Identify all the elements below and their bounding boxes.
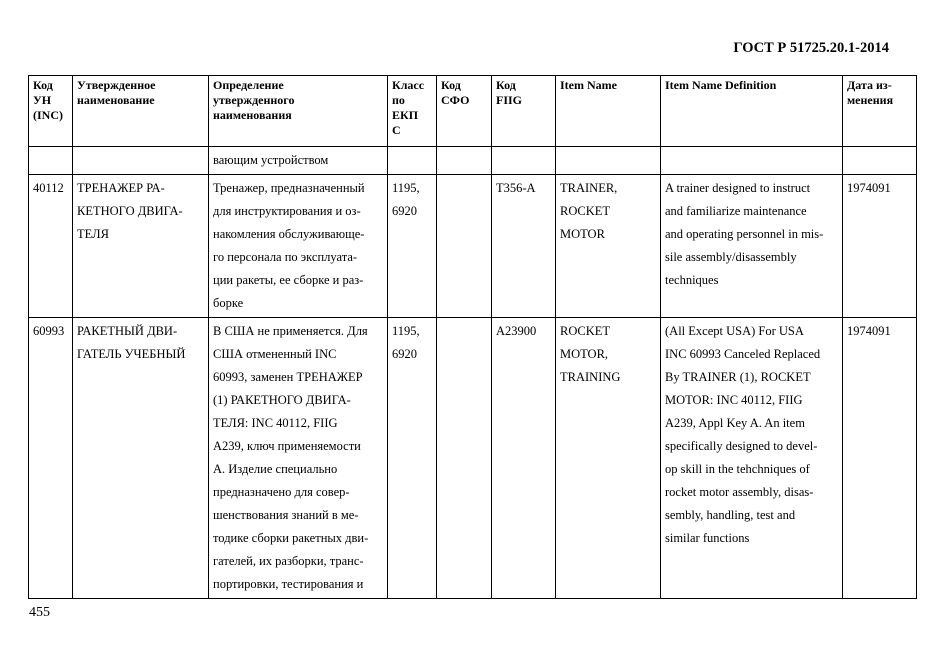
cell-date: 1974091 (843, 175, 917, 318)
cell (843, 147, 917, 175)
cell-sfo (437, 318, 492, 599)
col-header-inc: Код УН (INC) (29, 76, 73, 147)
cell (492, 147, 556, 175)
cell-fiig: A23900 (492, 318, 556, 599)
cell (29, 147, 73, 175)
cell (388, 147, 437, 175)
col-header-sfo: Код СФО (437, 76, 492, 147)
cell-class: 1195, 6920 (388, 175, 437, 318)
col-header-item-name: Item Name (556, 76, 661, 147)
col-header-definition: Определение утвержденного наименования (209, 76, 388, 147)
continuation-text: вающим устройством (209, 147, 388, 175)
cell (437, 147, 492, 175)
cell-date: 1974091 (843, 318, 917, 599)
cell-approved-name: ТРЕНАЖЕР РА- КЕТНОГО ДВИГА- ТЕЛЯ (73, 175, 209, 318)
col-header-class: Класс по ЕКП С (388, 76, 437, 147)
continuation-row (29, 147, 917, 175)
cell-item-definition: A trainer designed to instruct and familiarize maintenance and operating personnel in mis- sile assembly/disassembly techniques (661, 175, 843, 318)
cell-fiig: T356-A (492, 175, 556, 318)
cell (661, 147, 843, 175)
cell-item-name: ROCKET MOTOR, TRAINING (556, 318, 661, 599)
catalog-table (28, 75, 917, 599)
page-number: 455 (29, 605, 50, 620)
cell-item-definition: (All Except USA) For USA INC 60993 Canceled Replaced By TRAINER (1), ROCKET MOTOR: INC 40112, FIIG A239, Appl Key A. An item specifically designed to devel- op skill in the tehchniques of rocket motor assembly, disas- sembly, handling, test and similar functions (661, 318, 843, 599)
cell-inc: 60993 (29, 318, 73, 599)
cell (73, 147, 209, 175)
col-header-date: Дата из- менения (843, 76, 917, 147)
cell-sfo (437, 175, 492, 318)
document-code: ГОСТ Р 51725.20.1-2014 (733, 40, 889, 56)
cell-definition: В США не применяется. Для США отмененный INC 60993, заменен ТРЕНАЖЕР (1) РАКЕТНОГО ДВИГА- ТЕЛЯ: INC 40112, FIIG A239, ключ применяемости А. Изделие специально предназначено для совер- шенствования знаний в ме- тодике сборки ракетных дви- гателей, их разборки, транс- портировки, тестирования и (209, 318, 388, 599)
col-header-item-definition: Item Name Definition (661, 76, 843, 147)
cell-approved-name: РАКЕТНЫЙ ДВИ- ГАТЕЛЬ УЧЕБНЫЙ (73, 318, 209, 599)
cell (556, 147, 661, 175)
table-row (29, 318, 917, 599)
cell-definition: Тренажер, предназначенный для инструктирования и оз- накомления обслуживающе- го персонала по эксплуата- ции ракеты, ее сборке и раз- борке (209, 175, 388, 318)
col-header-fiig: Код FIIG (492, 76, 556, 147)
header-row (29, 76, 917, 147)
cell-class: 1195, 6920 (388, 318, 437, 599)
cell-inc: 40112 (29, 175, 73, 318)
cell-item-name: TRAINER, ROCKET MOTOR (556, 175, 661, 318)
col-header-approved-name: Утвержденное наименование (73, 76, 209, 147)
table-row (29, 175, 917, 318)
